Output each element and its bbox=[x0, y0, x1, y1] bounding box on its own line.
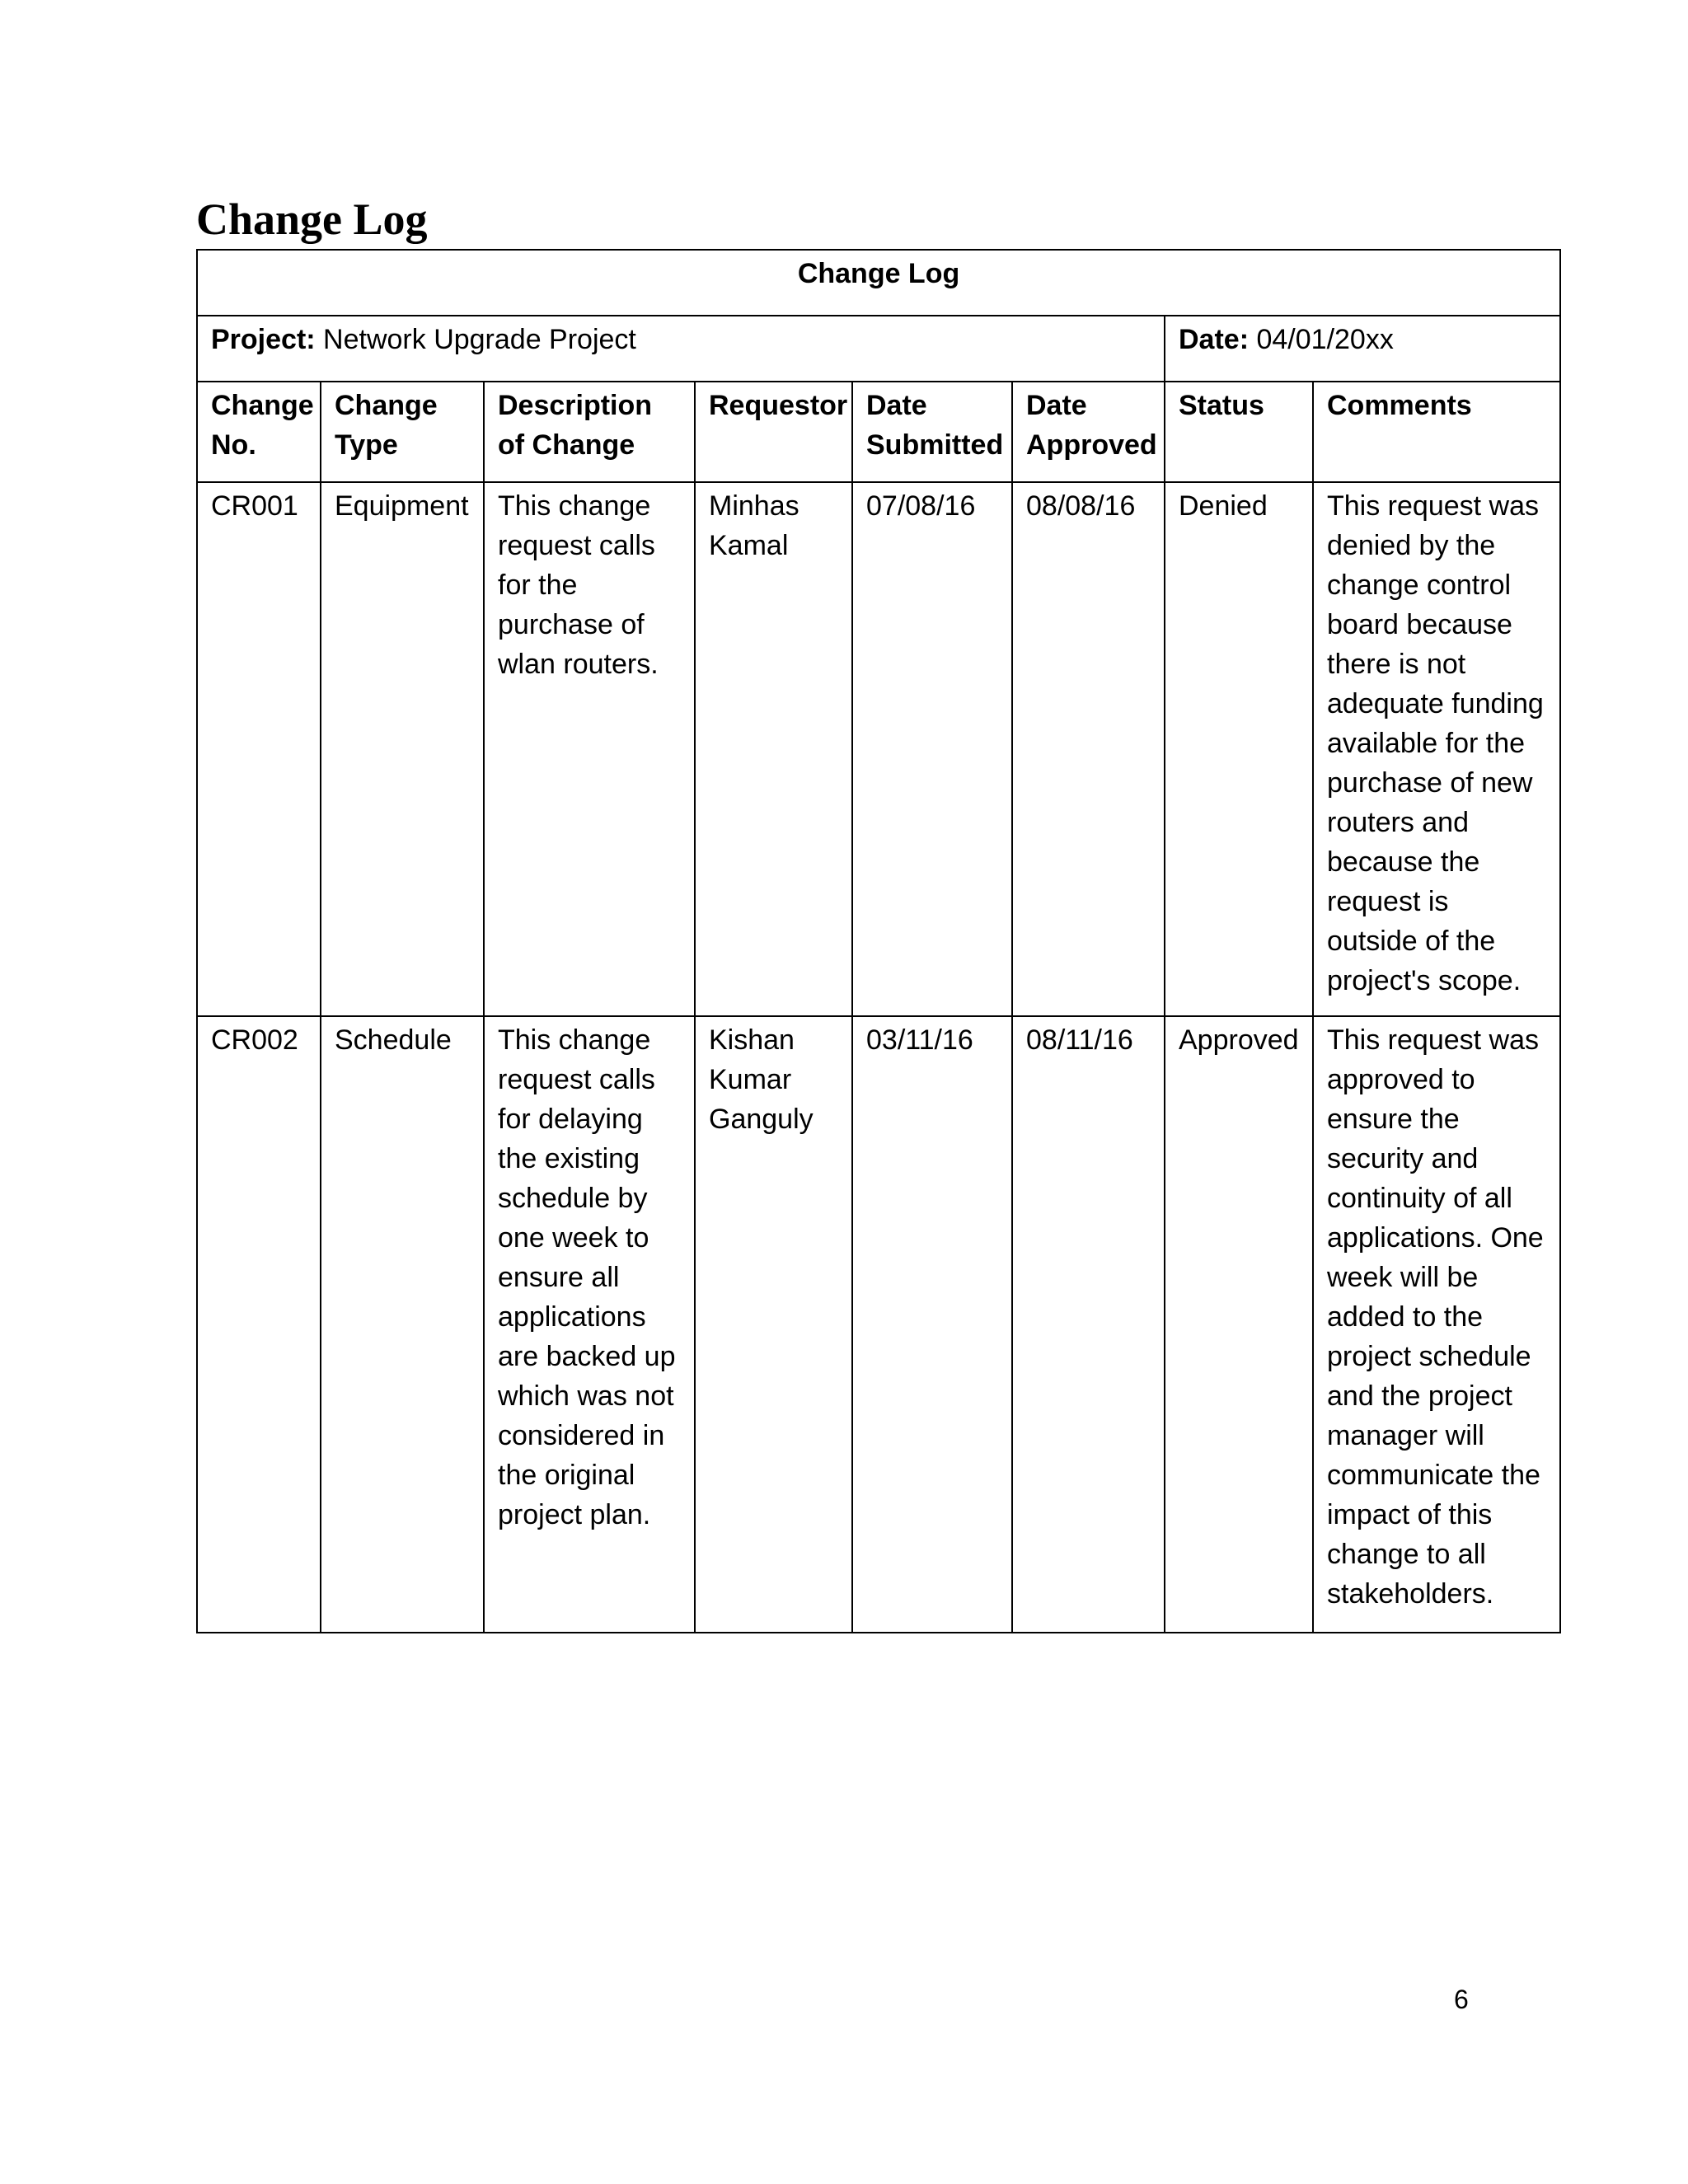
column-header-date-approved: Date Approved bbox=[1012, 382, 1165, 482]
change-log-table bbox=[196, 249, 1561, 1633]
requestor-cell: Minhas Kamal bbox=[695, 482, 852, 1016]
change-no-cell: CR001 bbox=[197, 482, 321, 1016]
page-heading: Change Log bbox=[196, 194, 428, 244]
column-header-status: Status bbox=[1165, 382, 1313, 482]
change-type-cell: Schedule bbox=[321, 1016, 484, 1633]
column-header-change-no: Change No. bbox=[197, 382, 321, 482]
column-header-requestor: Requestor bbox=[695, 382, 852, 482]
comments-cell: This request was approved to ensure the security and continuity of all applications. One week will be added to the project schedule and the project manager will communicate the impact of this change to all stakeholders. bbox=[1313, 1016, 1560, 1633]
table-title: Change Log bbox=[197, 250, 1560, 316]
date-approved-cell: 08/11/16 bbox=[1012, 1016, 1165, 1633]
description-cell: This change request calls for delaying the existing schedule by one week to ensure all applications are backed up which was not considered in the original project plan. bbox=[484, 1016, 695, 1633]
column-header-comments: Comments bbox=[1313, 382, 1560, 482]
project-cell bbox=[197, 316, 1165, 382]
status-cell: Approved bbox=[1165, 1016, 1313, 1633]
description-cell: This change request calls for the purchase of wlan routers. bbox=[484, 482, 695, 1016]
column-header-description: Description of Change bbox=[484, 382, 695, 482]
table-row bbox=[197, 1016, 1560, 1633]
change-type-cell: Equipment bbox=[321, 482, 484, 1016]
date-cell bbox=[1165, 316, 1560, 382]
date-submitted-cell: 03/11/16 bbox=[852, 1016, 1012, 1633]
date-value: 04/01/20xx bbox=[1256, 324, 1394, 355]
date-label: Date: bbox=[1179, 324, 1250, 355]
date-approved-cell: 08/08/16 bbox=[1012, 482, 1165, 1016]
change-no-cell: CR002 bbox=[197, 1016, 321, 1633]
project-value: Network Upgrade Project bbox=[323, 324, 636, 355]
project-label: Project: bbox=[211, 324, 316, 355]
column-header-change-type: Change Type bbox=[321, 382, 484, 482]
table-title-row bbox=[197, 250, 1560, 316]
column-header-date-submitted: Date Submitted bbox=[852, 382, 1012, 482]
date-submitted-cell: 07/08/16 bbox=[852, 482, 1012, 1016]
requestor-cell: Kishan Kumar Ganguly bbox=[695, 1016, 852, 1633]
project-meta-row bbox=[197, 316, 1560, 382]
table-row bbox=[197, 482, 1560, 1016]
page-number: 6 bbox=[1454, 1985, 1469, 2014]
comments-cell: This request was denied by the change control board because there is not adequate funding available for the purchase of new routers and because the request is outside of the project's scope. bbox=[1313, 482, 1560, 1016]
column-header-row bbox=[197, 382, 1560, 482]
status-cell: Denied bbox=[1165, 482, 1313, 1016]
